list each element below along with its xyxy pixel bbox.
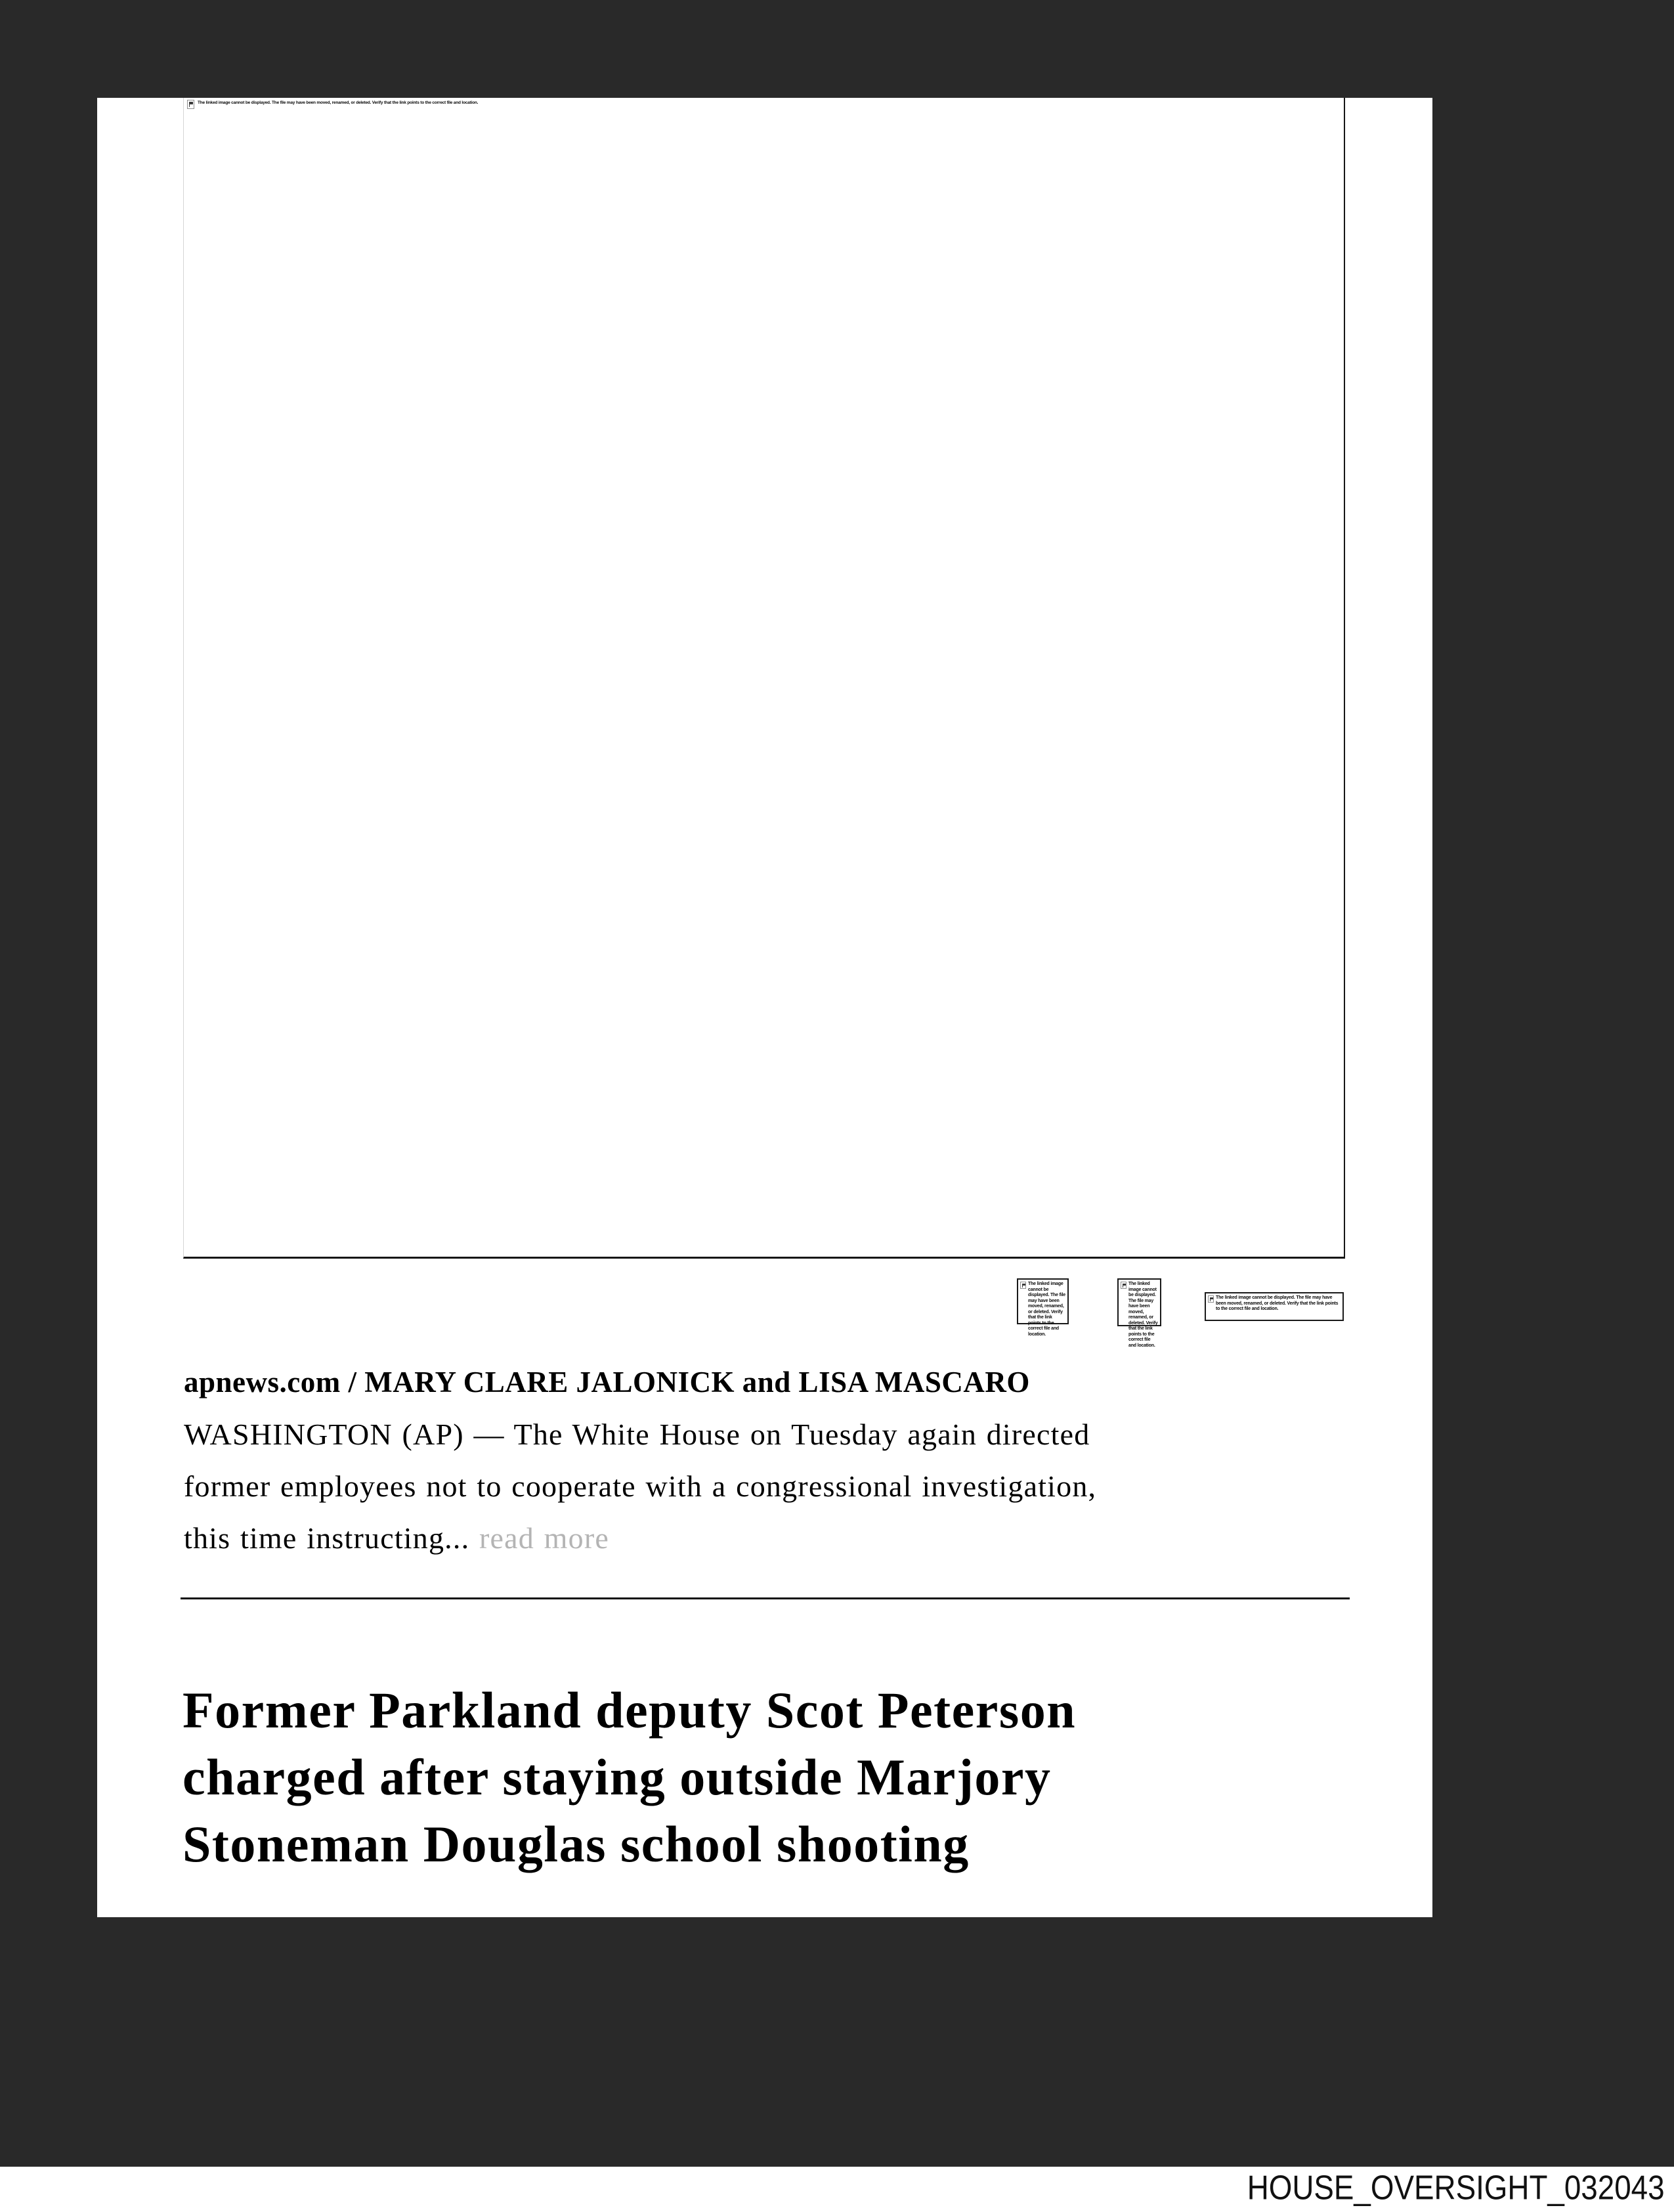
broken-image-notice-row	[184, 98, 1344, 109]
read-more-link[interactable]: read more	[479, 1521, 609, 1555]
article-excerpt-line-text: this time instructing...	[184, 1521, 470, 1555]
article-excerpt	[184, 1408, 1096, 1564]
document-page	[97, 98, 1432, 1917]
broken-image-notice-text: The linked image cannot be displayed. The file may have been moved, renamed, or deleted. Verify that the link points to the correct file and location.	[1216, 1295, 1339, 1311]
article-headline-line: Former Parkland deputy Scot Peterson	[182, 1681, 1077, 1739]
broken-image-icon	[1208, 1295, 1214, 1303]
image-placeholder-small-1	[1017, 1278, 1069, 1337]
broken-image-icon	[1020, 1282, 1026, 1289]
bates-strip	[0, 2167, 1674, 2212]
broken-image-notice-text: The linked image cannot be displayed. The file may have been moved, renamed, or deleted. Verify that the link points to the correct file and location.	[1028, 1282, 1065, 1337]
image-placeholder-large	[183, 98, 1345, 1259]
article-excerpt-line: former employees not to cooperate with a congressional investigation,	[184, 1469, 1097, 1503]
image-placeholder-small-2	[1117, 1278, 1161, 1348]
article-headline-line: charged after staying outside Marjory	[182, 1748, 1052, 1806]
article-excerpt-line: WASHINGTON (AP) — The White House on Tuesday again directed	[184, 1418, 1090, 1451]
image-placeholder-wide	[1205, 1292, 1344, 1321]
article-excerpt-line	[184, 1512, 1096, 1564]
broken-image-icon	[187, 100, 194, 109]
article-headline-line: Stoneman Douglas school shooting	[182, 1815, 970, 1873]
article-headline	[182, 1677, 1076, 1878]
article-byline: apnews.com / MARY CLARE JALONICK and LISA MASCARO	[184, 1366, 1030, 1399]
broken-image-icon	[1121, 1282, 1127, 1289]
broken-image-notice-text: The linked image cannot be displayed. The file may have been moved, renamed, or deleted. Verify that the link points to the correct file and location.	[1128, 1282, 1158, 1348]
bates-number: HOUSE_OVERSIGHT_032043	[1247, 2169, 1665, 2207]
section-divider	[181, 1597, 1350, 1599]
broken-image-notice-text: The linked image cannot be displayed. The file may have been moved, renamed, or deleted. Verify that the link points to the correct file and location.	[198, 100, 479, 105]
